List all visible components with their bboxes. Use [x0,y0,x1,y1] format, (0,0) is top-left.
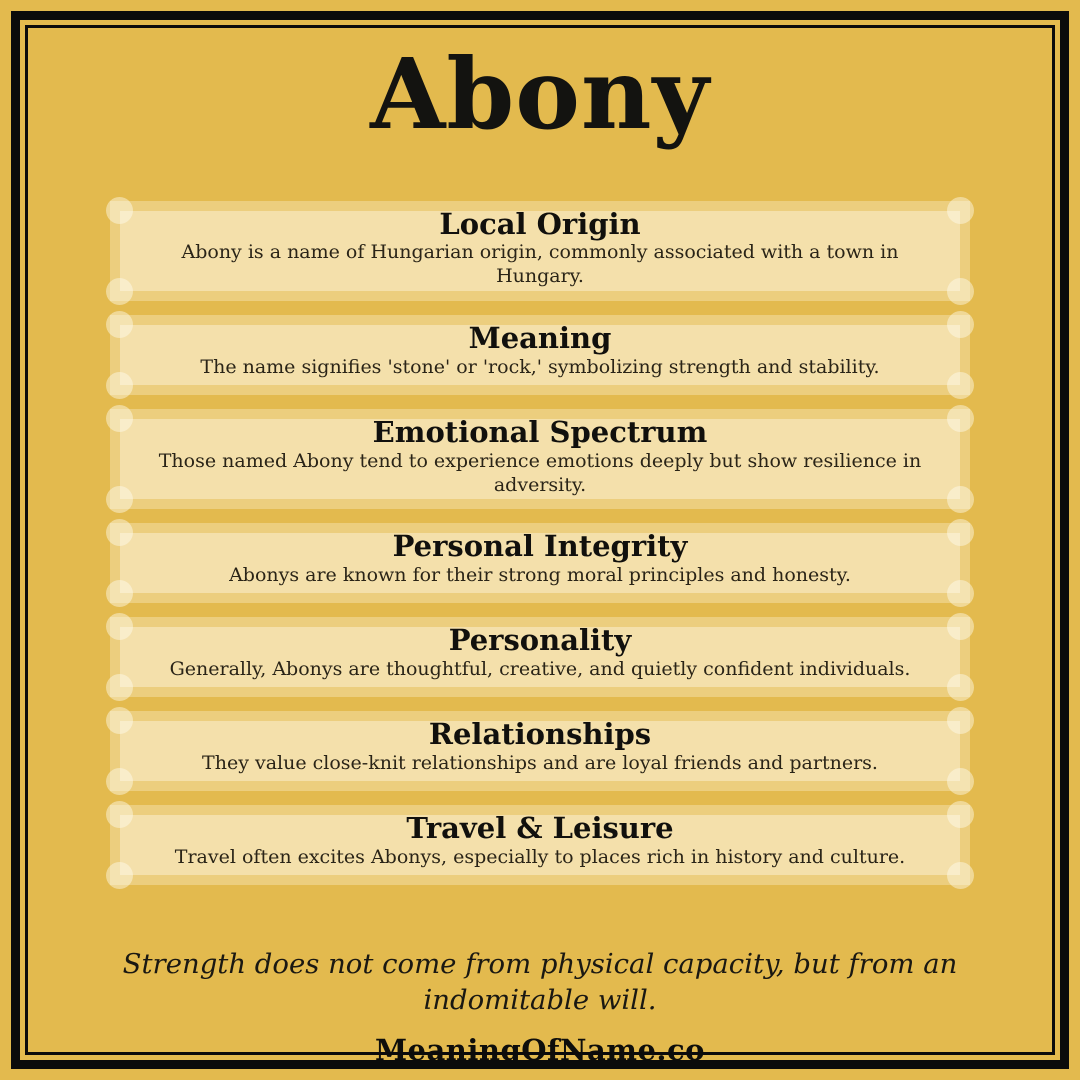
section-panel-local-origin [110,201,970,301]
site-brand: MeaningOfName.co [374,1032,706,1067]
footer-quote: Strength does not come from physical capacity, but from an indomitable will. [122,948,958,1017]
section-heading: Emotional Spectrum [372,415,708,450]
section-heading: Personal Integrity [392,529,688,564]
section-body: Generally, Abonys are thoughtful, creative, and quietly confident individuals. [169,657,911,680]
sections-list [110,201,970,885]
section-content [110,711,970,787]
section-content [110,523,970,599]
section-content [110,315,970,391]
section-body: They value close-knit relationships and are loyal friends and partners. [202,751,878,774]
section-heading: Meaning [468,321,612,356]
section-content [110,409,970,509]
section-content [110,201,970,301]
section-heading: Relationships [428,717,652,752]
section-body: Abonys are known for their strong moral principles and honesty. [229,563,851,586]
section-panel-meaning [110,315,970,395]
section-body: The name signifies 'stone' or 'rock,' symbolizing strength and stability. [200,355,880,378]
section-heading: Local Origin [439,207,641,241]
section-panel-travel-leisure [110,805,970,885]
page-title: Abony [370,37,710,151]
section-heading: Travel & Leisure [406,811,674,846]
section-body: Those named Abony tend to experience emotions deeply but show resilience in adversity. [158,449,922,496]
section-heading: Personality [448,623,632,658]
section-panel-relationships [110,711,970,791]
section-content [110,617,970,693]
section-panel-emotional-spectrum [110,409,970,509]
section-panel-personality [110,617,970,697]
section-body: Travel often excites Abonys, especially to places rich in history and culture. [174,845,906,868]
section-body: Abony is a name of Hungarian origin, commonly associated with a town in Hungary. [181,241,899,288]
section-panel-personal-integrity [110,523,970,603]
section-content [110,805,970,881]
